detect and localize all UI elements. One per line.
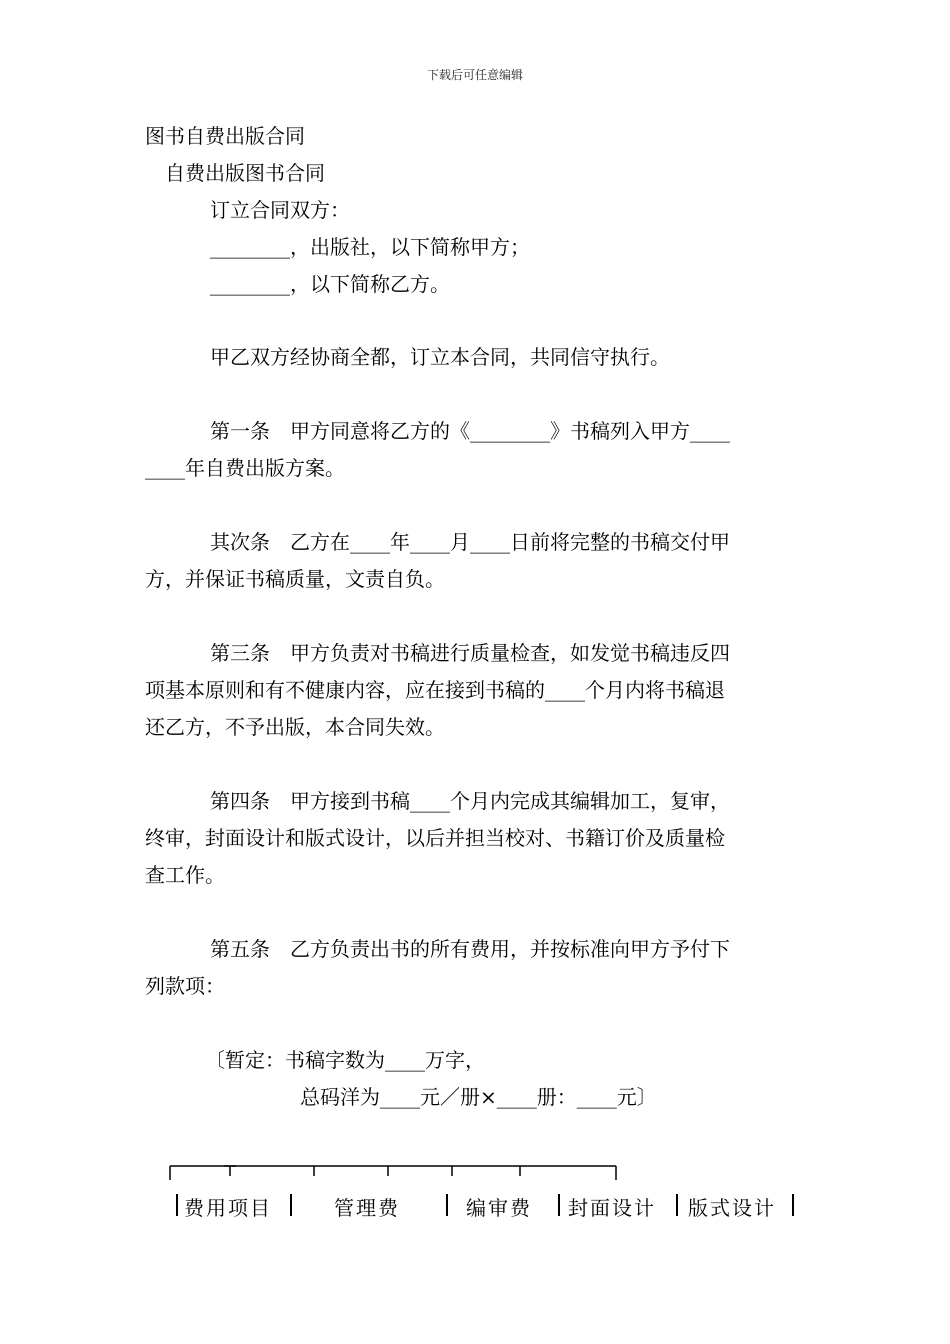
fee-header-layout-design: 版式设计 bbox=[688, 1196, 776, 1220]
fee-table-top-border bbox=[168, 1162, 788, 1182]
article-label: 第一条 bbox=[210, 419, 270, 443]
article-text: 甲方负责对书稿进行质量检查，如发觉书稿违反四 bbox=[290, 641, 730, 665]
fee-header-cover-design: 封面设计 bbox=[568, 1196, 656, 1220]
page-header-note: 下载后可任意编辑 bbox=[426, 68, 523, 82]
provisional-line-1: 〔暂定：书稿字数为____万字， bbox=[205, 1048, 485, 1072]
article-1 bbox=[145, 413, 810, 487]
article-text: 查工作。 bbox=[145, 863, 225, 887]
fee-header-item: 费用项目 bbox=[184, 1196, 272, 1220]
article-text: 还乙方，不予出版，本合同失效。 bbox=[145, 715, 445, 739]
article-text: 甲方接到书稿____个月内完成其编辑加工，复审， bbox=[290, 789, 730, 813]
party-b-line: ________，以下简称乙方。 bbox=[210, 272, 450, 296]
table-divider bbox=[676, 1194, 678, 1216]
table-divider bbox=[558, 1194, 560, 1216]
article-text: 乙方在____年____月____日前将完整的书稿交付甲 bbox=[290, 530, 730, 554]
provisional-line-2: 总码洋为____元／册×____册：____元〕 bbox=[300, 1085, 657, 1109]
article-text: 乙方负责出书的所有费用，并按标准向甲方予付下 bbox=[290, 937, 730, 961]
article-label: 第四条 bbox=[210, 789, 270, 813]
contract-document bbox=[145, 118, 810, 1116]
table-divider bbox=[792, 1194, 794, 1216]
fee-header-management: 管理费 bbox=[334, 1196, 400, 1220]
party-a-line: ________，出版社，以下简称甲方； bbox=[210, 235, 530, 259]
article-text: 列款项： bbox=[145, 974, 225, 998]
article-2 bbox=[145, 524, 810, 598]
document-subtitle: 自费出版图书合同 bbox=[165, 161, 325, 185]
article-text: ____年自费出版方案。 bbox=[145, 456, 345, 480]
fee-table-header-row bbox=[168, 1186, 808, 1226]
article-text: 甲方同意将乙方的《________》书稿列入甲方____ bbox=[290, 419, 730, 443]
article-label: 第三条 bbox=[210, 641, 270, 665]
fee-header-editing: 编审费 bbox=[466, 1196, 532, 1220]
article-text: 方，并保证书稿质量，文责自负。 bbox=[145, 567, 445, 591]
table-divider bbox=[446, 1194, 448, 1216]
article-text: 项基本原则和有不健康内容，应在接到书稿的____个月内将书稿退 bbox=[145, 678, 725, 702]
table-divider bbox=[290, 1194, 292, 1216]
article-4 bbox=[145, 783, 810, 894]
document-title: 图书自费出版合同 bbox=[145, 124, 305, 148]
article-3 bbox=[145, 635, 810, 746]
table-divider bbox=[176, 1194, 178, 1216]
article-text: 终审，封面设计和版式设计，以后并担当校对、书籍订价及质量检 bbox=[145, 826, 725, 850]
article-label: 第五条 bbox=[210, 937, 270, 961]
article-label: 其次条 bbox=[210, 530, 270, 554]
article-5 bbox=[145, 931, 810, 1005]
parties-intro: 订立合同双方： bbox=[210, 198, 350, 222]
preamble-line: 甲乙双方经协商全都，订立本合同，共同信守执行。 bbox=[210, 345, 670, 369]
